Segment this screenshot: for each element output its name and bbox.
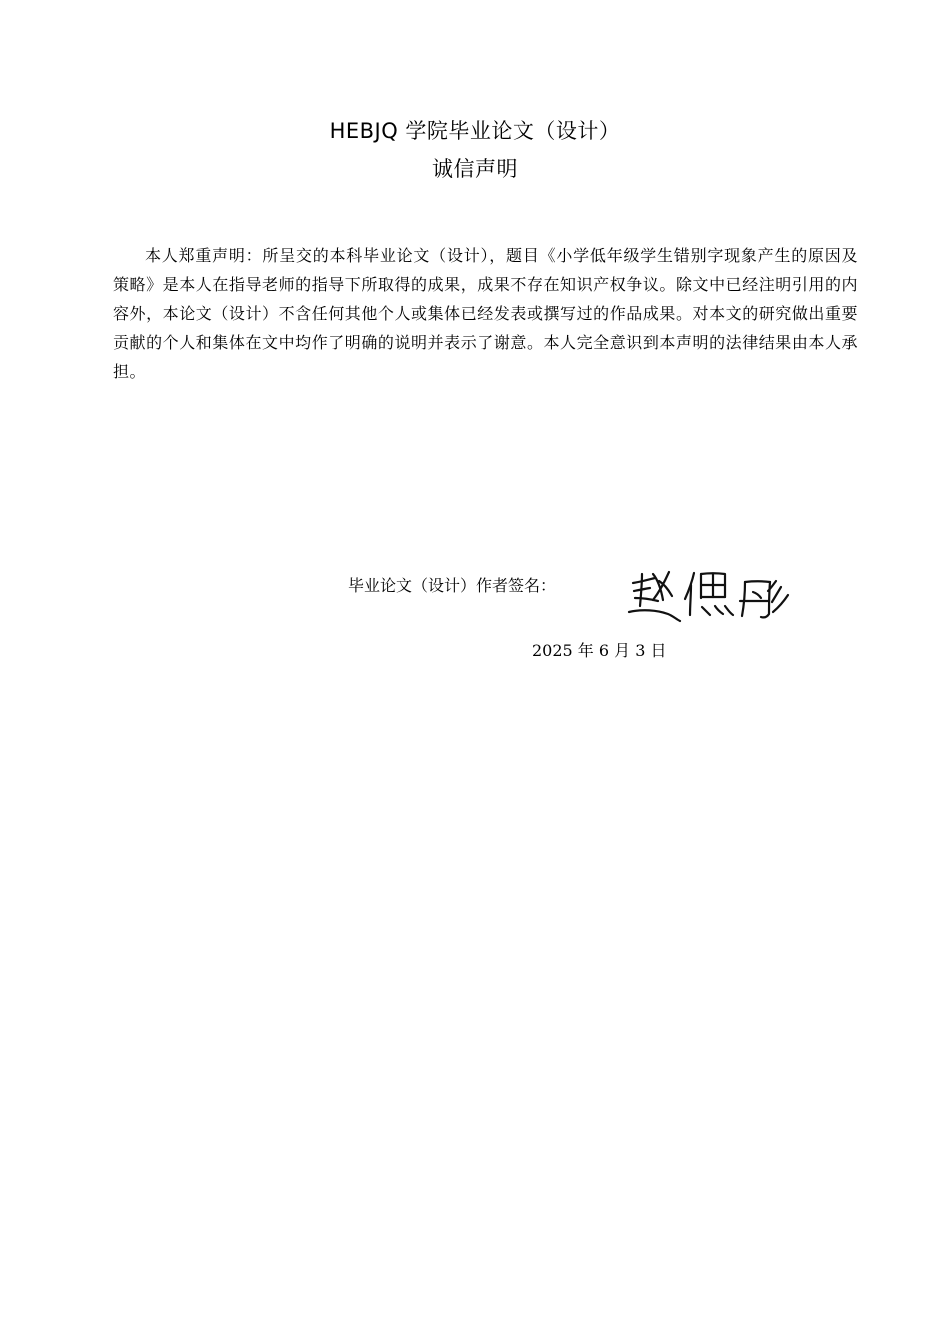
document-subtitle: 诚信声明	[432, 157, 518, 181]
document-title: HEBJQ 学院毕业论文（设计）	[329, 119, 621, 143]
handwritten-signature	[622, 564, 790, 624]
signature-label: 毕业论文（设计）作者签名：	[348, 576, 557, 595]
statement-paragraph: 本人郑重声明：所呈交的本科毕业论文（设计），题目《小学低年级学生错别字现象产生的原因及策略》是本人在指导老师的指导下所取得的成果，成果不存在知识产权争议。除文中已经注明引用的内容外，本论文（设计）不含任何其他个人或集体已经发表或撰写过的作品成果。对本文的研究做出重要贡献的个人和集体在文中均作了明确的说明并表示了谢意。本人完全意识到本声明的法律结果由本人承担。	[113, 246, 858, 381]
title-block	[0, 112, 950, 188]
signature-date: 2025 年 6 月 3 日	[532, 641, 667, 660]
